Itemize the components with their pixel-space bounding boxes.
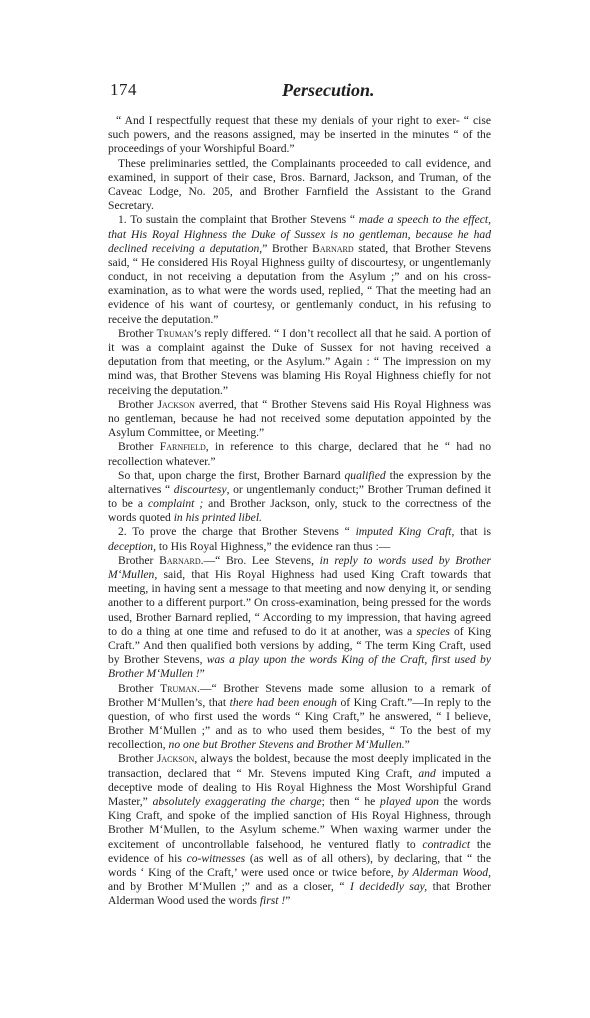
paragraph	[108, 398, 491, 441]
paragraph	[108, 682, 491, 753]
italic-text: and	[418, 766, 436, 780]
text-run: Brother	[118, 553, 160, 567]
italic-text: absolutely exaggerating the charge	[152, 795, 322, 808]
text-run: Brother	[118, 440, 160, 454]
paragraph	[108, 752, 491, 908]
paragraph	[108, 327, 491, 398]
italic-text: first !	[259, 894, 286, 908]
italic-text: in his printed libel.	[173, 511, 262, 525]
text-run: ; then “ he	[321, 795, 381, 808]
text-run: “ And I respectfully request that these my denials of your right to exer- “ cise such powers, and the reasons assigned, may be inserted in the minutes “ of the proceedings of your Worshipful Board.”	[108, 114, 491, 156]
paragraph	[108, 213, 491, 327]
text-run: the words King Craft, and spoke of the implied sanction of His Royal Highness, through Brother M‘Mullen, to the Asylum scheme.” When waxing warmer under the excitement of uncontrollable falsehood, he ventured flatly to	[108, 795, 491, 851]
text-run: averred, that “ Brother Stevens said His Royal Highness was no gentleman, because he had not received some deputation appointed by the Asylum Committee, or Meeting.”	[108, 397, 491, 440]
italic-text: contradict	[422, 837, 471, 851]
text-run: of King Craft.” And then qualified both versions by adding, “ The term King Craft, used by Brother Stevens,	[108, 624, 491, 667]
text-run: the expression by the alternatives “	[108, 468, 491, 496]
italic-text: I decidedly say,	[350, 880, 428, 894]
small-caps-name: Jackson	[157, 397, 195, 411]
italic-text: species	[416, 624, 450, 638]
text-run: , always the boldest, because the most deeply implicated in the transaction, declared that “ Mr. Stevens imputed King Craft,	[108, 752, 491, 780]
italic-text: deception	[108, 539, 154, 553]
text-run: ”	[285, 894, 291, 908]
text-run: ”	[199, 667, 205, 681]
text-run: , or ungentlemanly conduct;” Brother Truman defined it to be a	[108, 482, 491, 511]
text-run: So that, upon charge the first, Brother Barnard	[118, 468, 345, 482]
small-caps-name: Farnfield	[159, 440, 206, 454]
text-run: said, that His Royal Highness had used King Craft towards that meeting, in having sent a message to that meeting and now denying it, or sending another to a different purport.” On cross-examination, being pressed for the words used, Brother Barnard replied, “ According to my impression, that having agreed to do a thing at one time and refused to do it at another, was a	[108, 568, 491, 638]
italic-text: complaint ;	[148, 497, 204, 511]
text-run: ” Brother	[262, 241, 313, 255]
italic-text: there had been enough	[229, 695, 337, 709]
text-run: Brother	[118, 397, 158, 411]
italic-text: made a speech to the effect, that His Royal Highness the Duke of Sussex is no gentleman, because he had declined receiving a deputation,	[108, 213, 491, 255]
text-run: , to His Royal Highness,” the evidence ran thus :—	[153, 539, 391, 553]
text-run: (as well as of all others), by declaring, that “ the words ‘ King of the Craft,’ were used once or twice before,	[108, 851, 491, 879]
text-run: Brother	[118, 326, 157, 340]
paragraph	[108, 114, 491, 157]
paragraph	[108, 554, 491, 682]
italic-text: qualified	[344, 468, 386, 482]
text-run: ”	[404, 738, 410, 752]
text-run: ’s reply differed. “ I don’t recollect all that he said. A portion of it was a complaint against the Duke of Sussex for not having received a deputation from that meeting, or the Asylum.” Again : “ The impression on my mind was, that Brother Stevens was blaming His Royal Highness chiefly for not receiving the deputation.”	[108, 326, 491, 397]
small-caps-name: Truman	[160, 681, 197, 695]
italic-text: was a play upon the words King of the Craft, first used by Brother M‘Mullen !	[108, 653, 491, 681]
text-run: .—“ Brother Stevens made some allusion to a remark of Brother M‘Mullen’s, that	[108, 681, 491, 709]
body-text	[108, 114, 491, 909]
paragraph	[108, 440, 491, 468]
text-run: that Brother Alderman Wood used the words	[108, 880, 491, 908]
text-run: These preliminaries settled, the Complainants proceeded to call evidence, and examined, in support of their case, Bros. Barnard, Jackson, and Truman, of the Caveac Lodge, No. 205, and Brother Farnfield the Assistant to the Grand Secretary.	[108, 156, 491, 213]
text-run: imputed a deceptive mode of dealing to His Royal Highness the Most Worshipful Grand Master,”	[108, 766, 491, 808]
small-caps-name: Barnard	[312, 241, 354, 255]
text-run: 1. To sustain the complaint that Brother Stevens “	[118, 213, 359, 227]
text-run: , in reference to this charge, declared that he “ had no recollection whatever.”	[108, 440, 491, 468]
italic-text: co-witnesses	[186, 851, 246, 865]
italic-text: imputed King Craft	[355, 525, 452, 539]
small-caps-name: Barnard	[159, 553, 201, 567]
text-run: , that is	[451, 525, 491, 539]
paragraph	[108, 157, 491, 214]
text-run: of King Craft.”—In reply to the question, of who first used the words “ King Craft,” he answered, “ I believe, Brother M‘Mullen ;” and as to who used them besides, “ To the best of my recollection,	[108, 695, 491, 752]
text-run: Brother	[118, 752, 157, 766]
text-run: Brother	[118, 681, 161, 695]
italic-text: by Alderman Wood,	[397, 865, 491, 879]
text-run: stated, that Brother Stevens said, “ He considered His Royal Highness guilty of discourtesy, or ungentlemanly conduct, in not receiving a deputation from the Asylum ;” and on his cross-examination, as to what were the words used, replied, “ That the meeting had an evidence of his want of courtesy, or gentlemanly conduct, in his refusing to receive the deputation.”	[108, 241, 492, 326]
text-run: and Brother Jackson, only, stuck to the correctness of the words quoted	[108, 497, 491, 525]
paragraph	[108, 469, 491, 526]
running-title: Persecution.	[282, 80, 375, 100]
italic-text: in reply to words used by Brother M‘Mullen,	[108, 553, 491, 581]
text-run: 2. To prove the charge that Brother Stevens “	[118, 525, 356, 539]
small-caps-name: Jackson	[156, 752, 195, 766]
text-run: the evidence of his	[108, 837, 491, 865]
text-run: .—“ Bro. Lee Stevens,	[200, 553, 320, 567]
paragraph	[108, 525, 491, 553]
italic-text: no one but Brother Stevens and Brother M‘Mullen.	[168, 738, 405, 752]
italic-text: played upon	[380, 795, 439, 808]
italic-text: discourtesy	[173, 482, 227, 496]
page-number: 174	[110, 80, 137, 99]
small-caps-name: Truman	[156, 326, 194, 340]
text-run: and by Brother M‘Mullen ;” and as a closer, “	[108, 880, 351, 894]
